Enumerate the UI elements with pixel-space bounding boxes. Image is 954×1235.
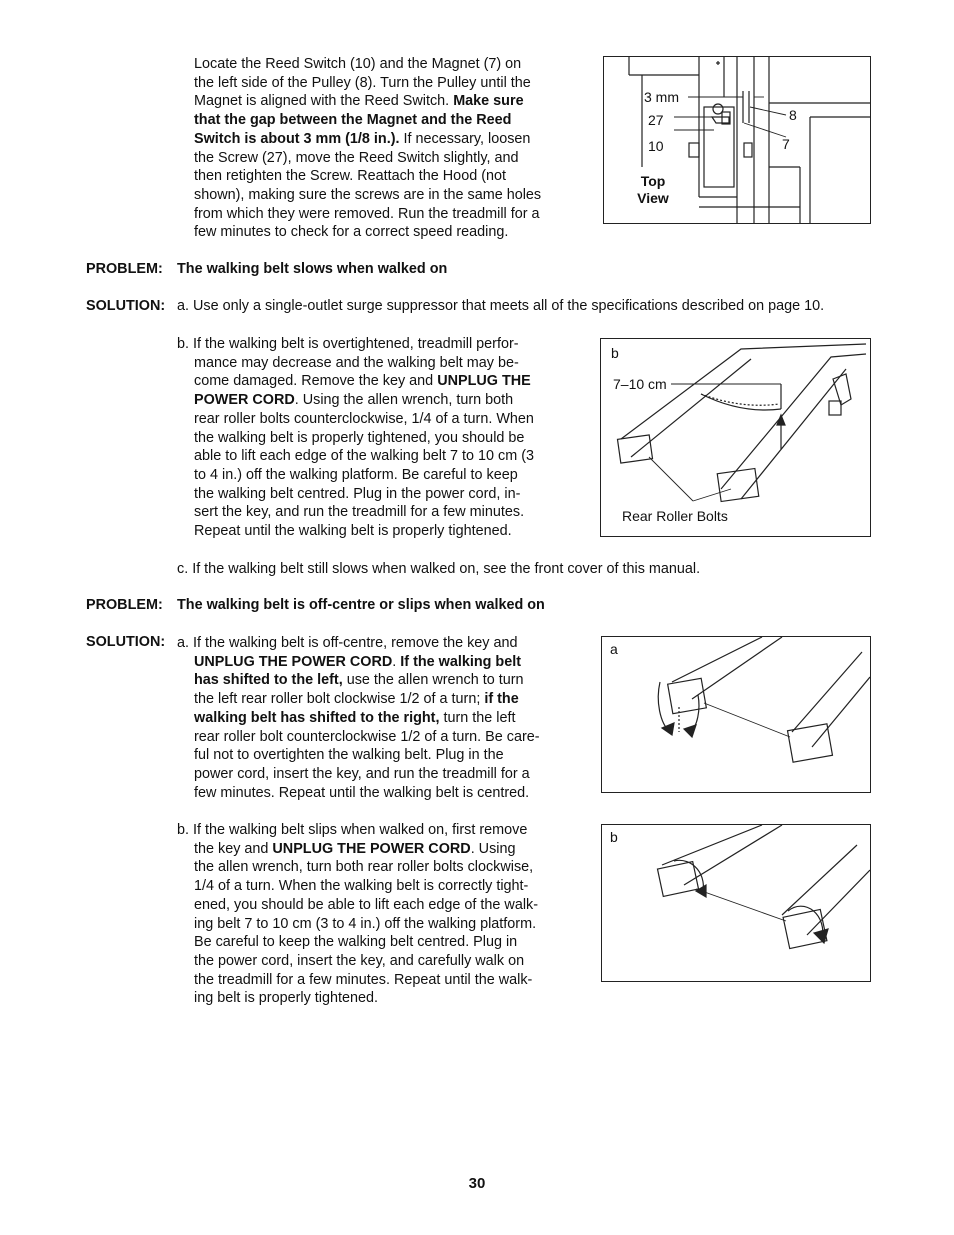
line: Locate the Reed Switch (10) and the Magnet (7) on	[194, 56, 522, 72]
problem-label: PROBLEM:	[86, 261, 163, 277]
line	[177, 372, 577, 391]
line: b. If the walking belt slips when walked on, first remove	[177, 822, 528, 838]
bold-text: UNPLUG THE POWER CORD	[272, 840, 471, 857]
problem-label: PROBLEM:	[86, 597, 163, 613]
bold-text: has shifted to the left,	[194, 672, 343, 689]
figure-letter: a	[610, 641, 618, 657]
solution-step-c: c. If the walking belt still slows when walked on, see the front cover of this manual.	[177, 561, 701, 577]
line: ened, you should be able to lift each edge of the walk-	[194, 896, 539, 913]
gap-label: 3 mm	[644, 89, 679, 105]
line: few minutes to check for a correct speed reading.	[194, 224, 509, 241]
line: few minutes. Repeat until the walking belt is centred.	[194, 784, 530, 801]
screw-label: 27	[648, 112, 664, 128]
line: shown), making sure the screws are in the same holes	[194, 186, 542, 203]
bold-text: Make sure	[453, 93, 524, 110]
line: Repeat until the walking belt is properly tightened.	[194, 523, 512, 540]
both-bolts-tighten-illustration	[602, 825, 870, 981]
bold-text: if the	[484, 691, 519, 708]
line: from which they were removed. Run the treadmill for a	[194, 205, 540, 222]
line: rear roller bolt counterclockwise 1/2 of a turn. Be care-	[194, 728, 540, 745]
bold-text: If the walking belt	[400, 653, 522, 670]
line: power cord, insert the key, and run the treadmill for a	[194, 765, 530, 782]
line: ing belt is properly tightened.	[194, 990, 378, 1007]
line	[177, 840, 577, 859]
page-number: 30	[468, 1175, 486, 1192]
figure-letter: b	[610, 829, 618, 845]
line: sert the key, and run the treadmill for a few minutes.	[194, 504, 525, 521]
line: the allen wrench, turn both rear roller bolts clockwise,	[194, 859, 534, 876]
solution-step-b	[177, 821, 577, 1008]
rear-roller-bolts-label: Rear Roller Bolts	[622, 508, 728, 524]
solution-step-a: a. Use only a single-outlet surge suppressor that meets all of the specifications described on page 10.	[177, 298, 825, 314]
line: rear roller bolts counterclockwise, 1/4 of a turn. When	[194, 410, 534, 427]
pulley-label: 8	[789, 107, 797, 123]
text: the key and	[194, 840, 273, 857]
text: If necessary, loosen	[399, 130, 531, 147]
line: 1/4 of a turn. When the walking belt is correctly tight-	[194, 878, 529, 895]
solution-label: SOLUTION:	[86, 634, 166, 650]
problem-text: The walking belt is off-centre or slips when walked on	[177, 597, 545, 613]
solution-step-b	[177, 335, 577, 541]
bold-text: UNPLUG THE POWER CORD	[194, 653, 393, 670]
line: ful not to overtighten the walking belt. Plug in the	[194, 747, 504, 764]
measurement-label: 7–10 cm	[613, 376, 667, 392]
line: the treadmill for a few minutes. Repeat until the walk-	[194, 971, 533, 988]
text: the left rear roller bolt clockwise 1/2 of a turn;	[194, 691, 485, 708]
line: the power cord, insert the key, and carefully walk on	[194, 952, 525, 969]
line	[194, 130, 584, 149]
text: .	[392, 653, 401, 670]
line: then retighten the Screw. Reattach the Hood (not	[194, 168, 506, 185]
text: use the allen wrench to turn	[342, 672, 524, 689]
line	[194, 111, 584, 130]
magnet-label: 7	[782, 136, 790, 152]
line	[194, 92, 584, 111]
figure-letter: b	[611, 345, 619, 361]
problem-text: The walking belt slows when walked on	[177, 261, 448, 277]
text: Magnet is aligned with the Reed Switch.	[194, 93, 454, 110]
belt-slip-figure	[601, 824, 871, 982]
bold-text: POWER CORD	[194, 392, 295, 409]
left-bolt-adjust-illustration	[602, 637, 870, 792]
solution-step-a	[177, 634, 577, 802]
line: the walking belt centred. Plug in the power cord, in-	[194, 485, 521, 502]
off-centre-figure	[601, 636, 871, 793]
line: b. If the walking belt is overtightened, treadmill perfor-	[177, 336, 519, 352]
reed-switch-label: 10	[648, 138, 664, 154]
line: the left side of the Pulley (8). Turn the Pulley until the	[194, 74, 531, 91]
bold-text: that the gap between the Magnet and the Reed	[194, 112, 512, 129]
top-view-figure	[603, 56, 871, 224]
top-view-label	[634, 173, 672, 207]
line: able to lift each edge of the walking belt 7 to 10 cm (3	[194, 448, 534, 465]
line: the Screw (27), move the Reed Switch slightly, and	[194, 149, 519, 166]
line: to 4 in.) off the walking platform. Be careful to keep	[194, 466, 518, 483]
text: . Using	[470, 840, 516, 857]
bold-text: UNPLUG THE	[437, 373, 531, 390]
line	[177, 653, 577, 672]
solution-label: SOLUTION:	[86, 298, 166, 314]
text: turn the left	[439, 709, 516, 726]
bold-text: Switch is about 3 mm (1/8 in.).	[194, 130, 400, 147]
line: a. If the walking belt is off-centre, remove the key and	[177, 635, 518, 651]
line	[177, 391, 577, 410]
text: come damaged. Remove the key and	[194, 373, 438, 390]
line	[177, 671, 577, 690]
line	[177, 709, 577, 728]
treadmill-rear-illustration	[601, 339, 870, 536]
text: . Using the allen wrench, turn both	[294, 392, 514, 409]
line: mance may decrease and the walking belt may be-	[194, 354, 519, 371]
line: Be careful to keep the walking belt centred. Plug in	[194, 934, 518, 951]
line: ing belt 7 to 10 cm (3 to 4 in.) off the walking platform.	[194, 915, 537, 932]
bold-text: walking belt has shifted to the right,	[194, 709, 440, 726]
line: the walking belt is properly tightened, you should be	[194, 429, 525, 446]
top-view-line1: Top	[640, 173, 666, 189]
top-view-line2: View	[637, 190, 669, 206]
belt-tension-figure	[600, 338, 871, 537]
reed-switch-instructions	[194, 55, 584, 242]
line	[177, 690, 577, 709]
